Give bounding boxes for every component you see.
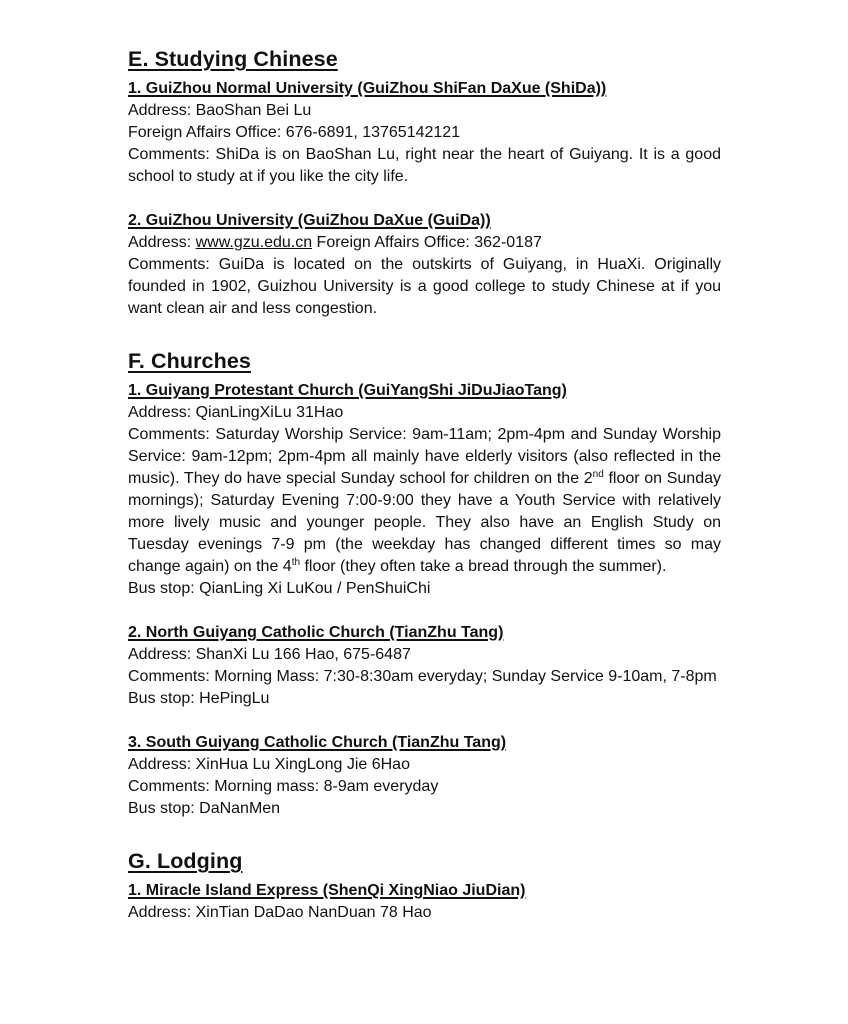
entry-title: 3. South Guiyang Catholic Church (TianZhu Tang) — [128, 734, 507, 751]
entry-comments: Comments: ShiDa is on BaoShan Lu, right near the heart of Guiyang. It is a good school to study at if you like the city life. — [128, 146, 721, 185]
address-label: Address: — [128, 234, 196, 251]
entry-title: 1. Miracle Island Express (ShenQi XingNiao JiuDian) — [128, 882, 526, 899]
entry-address: Address: ShanXi Lu 166 Hao, 675-6487 — [128, 646, 411, 663]
entry-comments: Comments: GuiDa is located on the outskirts of Guiyang, in HuaXi. Originally founded in 1902, Guizhou University is a good college to study Chinese at if you want clean air and less congestion. — [128, 256, 721, 317]
entry-office: Foreign Affairs Office: 676-6891, 13765142121 — [128, 124, 461, 141]
entry-address: Address: XinHua Lu XingLong Jie 6Hao — [128, 756, 410, 773]
comments-text: Comments: Saturday Worship Service: 9am-11am; 2pm-4pm and Sunday Worship Service: 9am-12pm; 2pm-4pm all mainly have elderly visitors (also reflected in the music). They do have special Sunday school for children on the 2 — [128, 426, 721, 487]
entry-guizhou-university — [128, 210, 721, 320]
section-lodging — [128, 846, 721, 924]
entry-title: 1. GuiZhou Normal University (GuiZhou ShiFan DaXue (ShiDa)) — [128, 80, 607, 97]
entry-protestant-church — [128, 380, 721, 600]
website-link[interactable]: www.gzu.edu.cn — [195, 234, 313, 251]
entry-bus-stop: Bus stop: DaNanMen — [128, 800, 281, 817]
entry-title: 1. Guiyang Protestant Church (GuiYangShi JiDuJiaoTang) — [128, 382, 567, 399]
entry-comments: Comments: Morning Mass: 7:30-8:30am everyday; Sunday Service 9-10am, 7-8pm — [128, 668, 717, 685]
entry-address: Address: QianLingXiLu 31Hao — [128, 404, 344, 421]
entry-miracle-island-express — [128, 880, 721, 924]
section-studying-chinese — [128, 44, 721, 320]
entry-bus-stop: Bus stop: HePingLu — [128, 690, 270, 707]
entry-comments — [128, 424, 721, 578]
comments-text: floor on Sunday mornings); Saturday Evening 7:00-9:00 they have a Youth Service with relatively more lively music and younger people. They also have an English Study on Tuesday evenings 7-9 pm (the weekday has changed different times so may change again) on the 4 — [128, 470, 721, 575]
ordinal-suffix: th — [291, 557, 301, 568]
comments-text: floor (they often take a bread through the summer). — [300, 558, 667, 575]
section-title: E. Studying Chinese — [128, 47, 338, 71]
entry-comments: Comments: Morning mass: 8-9am everyday — [128, 778, 439, 795]
entry-guizhou-normal-university — [128, 78, 721, 188]
entry-address: Address: XinTian DaDao NanDuan 78 Hao — [128, 904, 432, 921]
entry-office: Foreign Affairs Office: 362-0187 — [312, 234, 542, 251]
entry-title: 2. North Guiyang Catholic Church (TianZhu Tang) — [128, 624, 504, 641]
document-page — [128, 44, 721, 924]
section-churches — [128, 346, 721, 820]
section-title: F. Churches — [128, 349, 251, 373]
entry-title: 2. GuiZhou University (GuiZhou DaXue (GuiDa)) — [128, 212, 491, 229]
entry-north-catholic-church — [128, 622, 721, 710]
entry-bus-stop: Bus stop: QianLing Xi LuKou / PenShuiChi — [128, 580, 431, 597]
entry-south-catholic-church — [128, 732, 721, 820]
entry-address-office — [128, 232, 721, 254]
entry-address: Address: BaoShan Bei Lu — [128, 102, 312, 119]
section-title: G. Lodging — [128, 849, 243, 873]
ordinal-suffix: nd — [592, 469, 604, 480]
